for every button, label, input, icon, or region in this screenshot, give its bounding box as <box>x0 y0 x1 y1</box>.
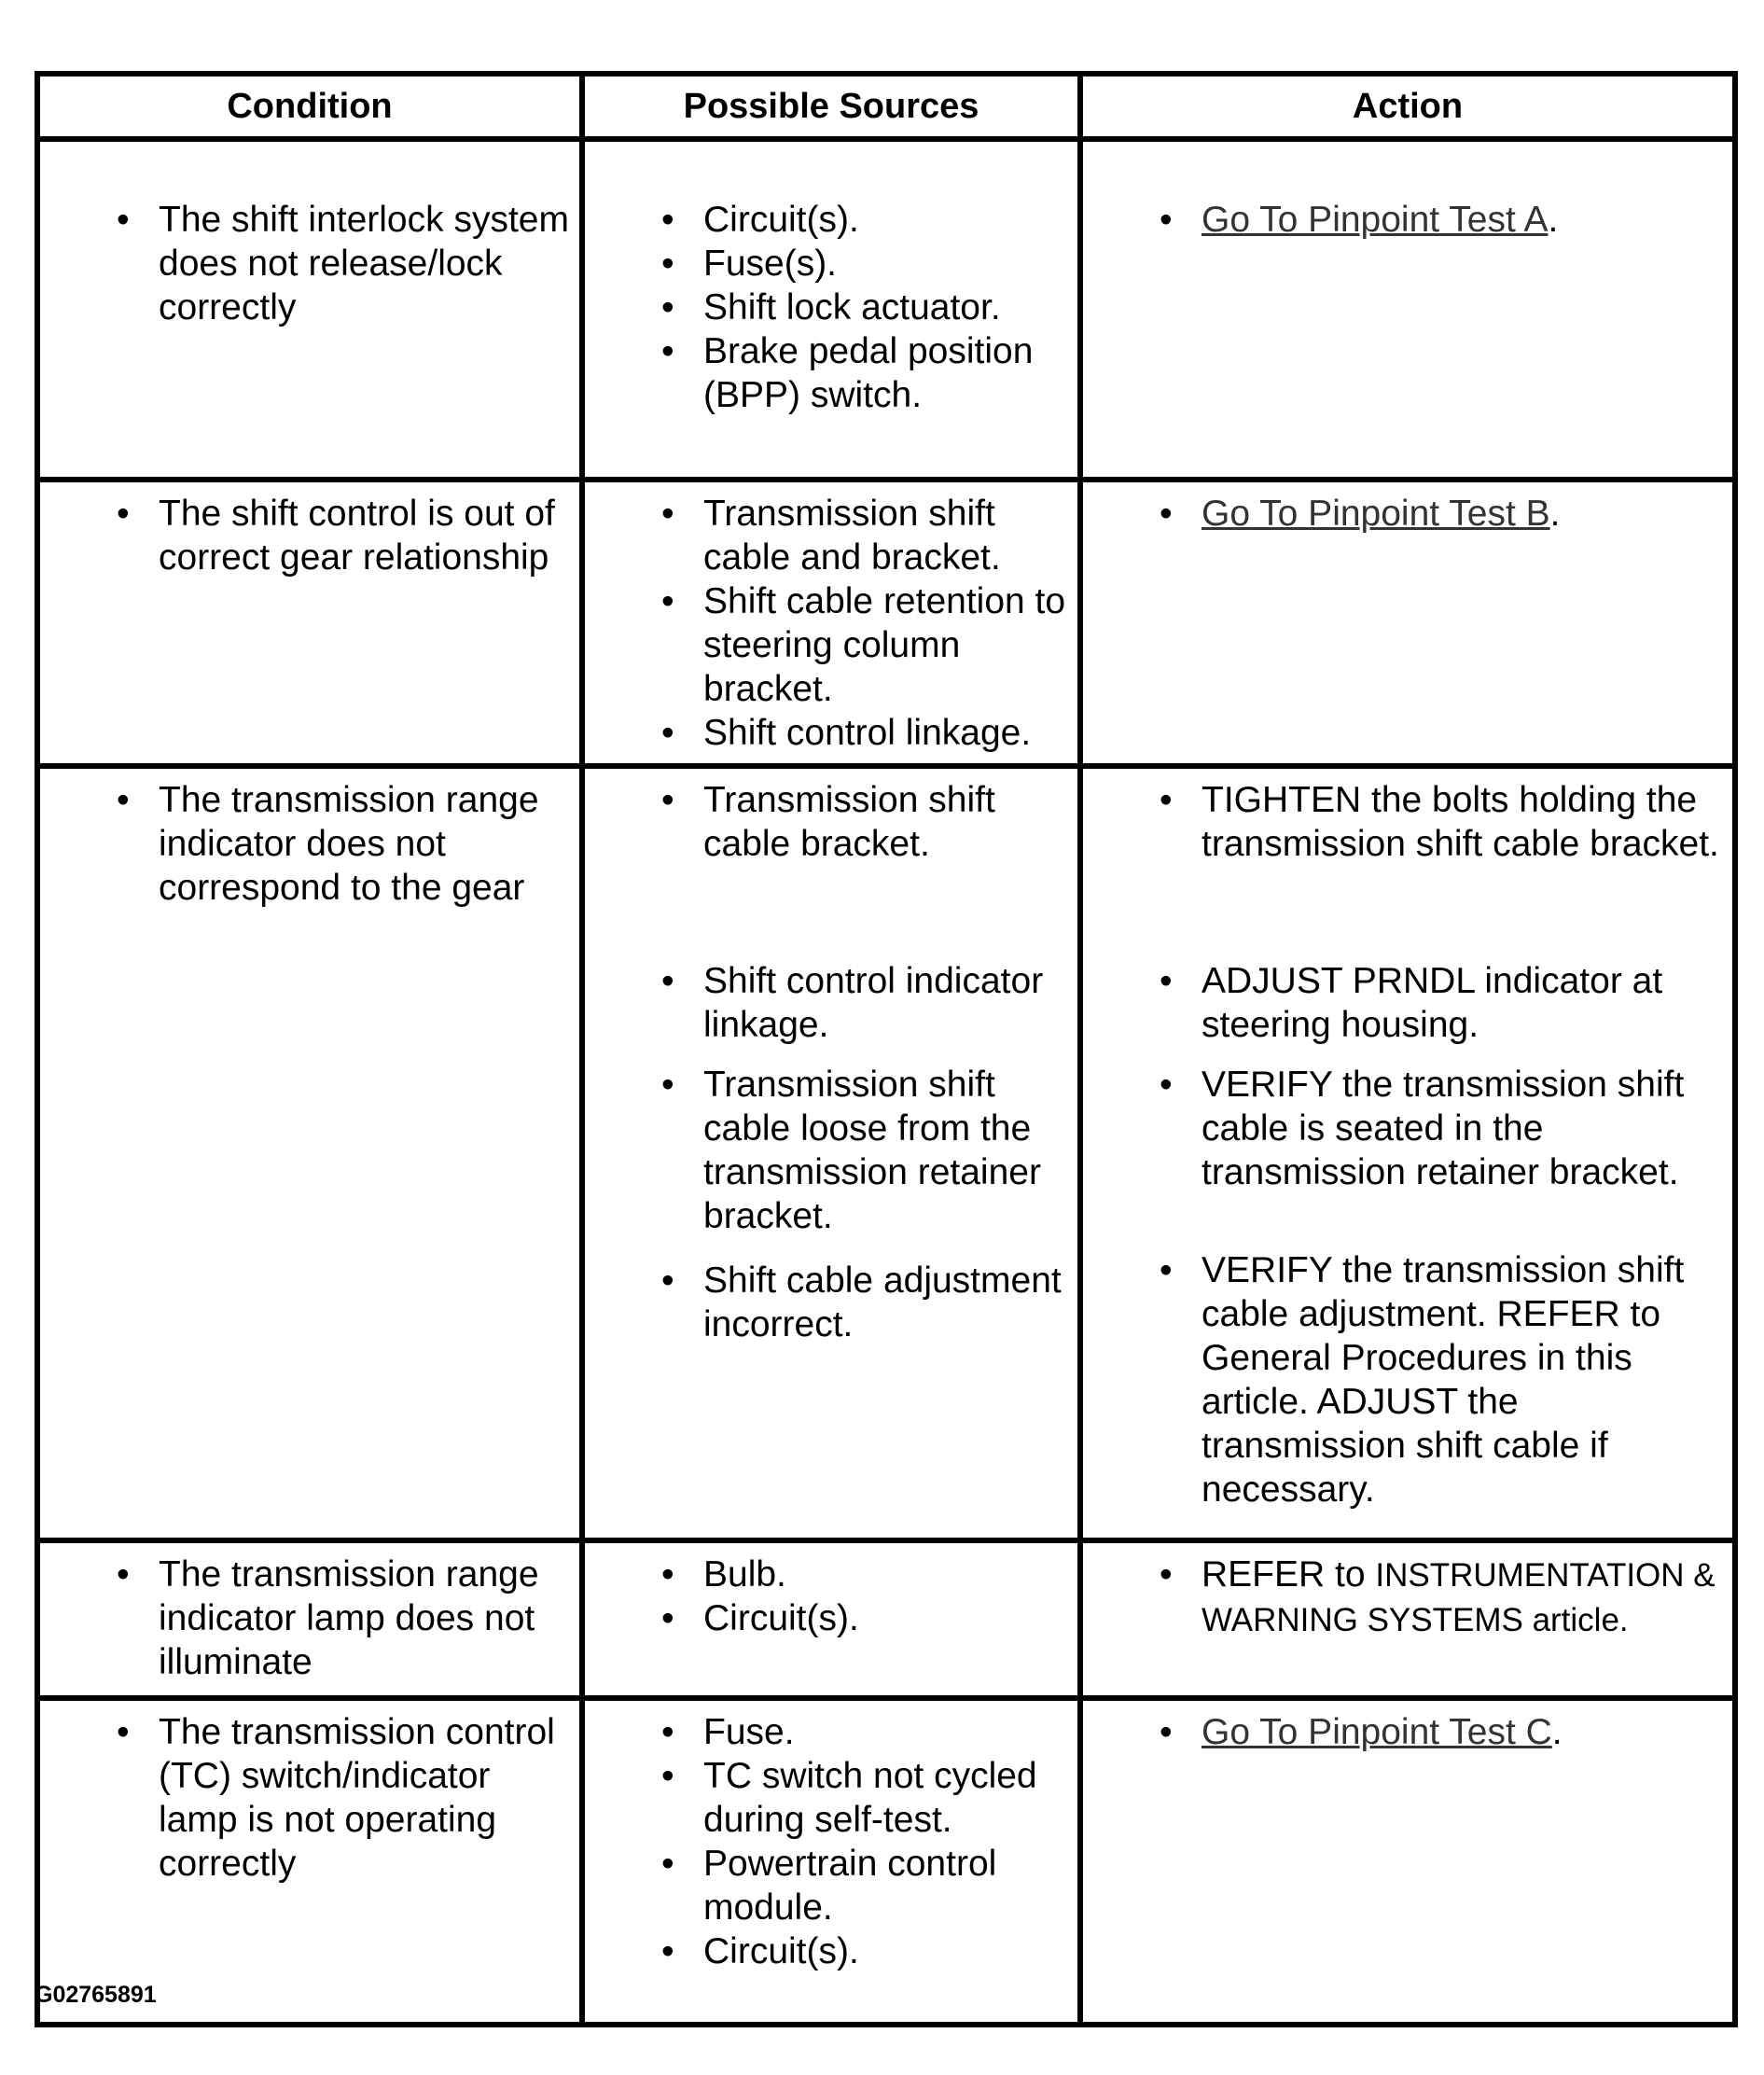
source-item: • Transmission shift cable loose from the transmission retainer bracket. <box>661 1063 1068 1238</box>
source-item: • Fuse(s). <box>661 242 1068 285</box>
condition-item: • The transmission range indicator lamp does not illuminate <box>117 1553 570 1684</box>
action-suffix: . <box>1551 1712 1563 1752</box>
condition-cell <box>37 480 582 766</box>
source-item: • Transmission shift cable and bracket. <box>661 492 1068 579</box>
action-item <box>1160 492 1723 536</box>
condition-item: • The transmission range indicator does not correspond to the gear <box>117 778 570 910</box>
condition-cell <box>37 766 582 1540</box>
condition-cell <box>37 1698 582 2025</box>
sources-cell <box>582 766 1080 1540</box>
source-item: • Shift control linkage. <box>661 711 1068 755</box>
header-possible-sources: Possible Sources <box>582 74 1080 139</box>
sources-cell <box>582 1540 1080 1698</box>
action-item <box>1160 1553 1723 1642</box>
action-item <box>1160 198 1723 242</box>
sources-cell <box>582 1698 1080 2025</box>
diagnostic-table <box>35 71 1738 2027</box>
table-row <box>37 480 1735 766</box>
condition-item: • The shift control is out of correct gear relationship <box>117 492 570 579</box>
action-suffix: . <box>1548 200 1559 240</box>
action-item: • VERIFY the transmission shift cable adjustment. REFER to General Procedures in this article. ADJUST the transmission shift cable if necessary. <box>1160 1248 1723 1511</box>
header-row <box>37 74 1735 139</box>
source-item: • Transmission shift cable bracket. <box>661 778 1068 866</box>
pinpoint-test-c-link[interactable]: Go To Pinpoint Test C <box>1201 1712 1552 1752</box>
source-item: • Brake pedal position (BPP) switch. <box>661 329 1068 417</box>
action-cell <box>1080 480 1735 766</box>
table-row <box>37 766 1735 1540</box>
source-item: • Shift control indicator linkage. <box>661 959 1068 1047</box>
source-item: • Circuit(s). <box>661 1929 1068 1973</box>
condition-item: • The shift interlock system does not release/lock correctly <box>117 198 570 329</box>
source-item: • Powertrain control module. <box>661 1842 1068 1929</box>
source-item: • Fuse. <box>661 1710 1068 1754</box>
table-row <box>37 1540 1735 1698</box>
header-condition: Condition <box>37 74 582 139</box>
source-item: • Shift lock actuator. <box>661 285 1068 329</box>
action-item <box>1160 1710 1723 1754</box>
condition-item: • The transmission control (TC) switch/indicator lamp is not operating correctly <box>117 1710 570 1886</box>
pinpoint-test-a-link[interactable]: Go To Pinpoint Test A <box>1201 200 1549 240</box>
source-item: • Shift cable retention to steering column bracket. <box>661 579 1068 711</box>
sources-cell <box>582 480 1080 766</box>
source-item: • TC switch not cycled during self-test. <box>661 1754 1068 1842</box>
action-prefix: REFER to <box>1201 1554 1376 1595</box>
action-cell <box>1080 139 1735 480</box>
action-suffix: . <box>1549 494 1561 534</box>
action-cell <box>1080 766 1735 1540</box>
action-item: • TIGHTEN the bolts holding the transmission shift cable bracket. <box>1160 778 1723 866</box>
source-item: • Circuit(s). <box>661 1596 1068 1640</box>
sources-cell <box>582 139 1080 480</box>
source-item: • Bulb. <box>661 1553 1068 1596</box>
instrumentation-reference: INSTRUMENTATION & WARNING SYSTEMS article. <box>1201 1557 1715 1638</box>
action-item: • VERIFY the transmission shift cable is seated in the transmission retainer bracket. <box>1160 1063 1723 1194</box>
source-item: • Shift cable adjustment incorrect. <box>661 1259 1068 1346</box>
action-cell <box>1080 1540 1735 1698</box>
condition-cell <box>37 139 582 480</box>
table-row <box>37 139 1735 480</box>
source-item: • Circuit(s). <box>661 198 1068 242</box>
figure-id: G02765891 <box>35 1982 157 2008</box>
table-row <box>37 1698 1735 2025</box>
condition-cell <box>37 1540 582 1698</box>
pinpoint-test-b-link[interactable]: Go To Pinpoint Test B <box>1201 494 1550 534</box>
action-item: • ADJUST PRNDL indicator at steering housing. <box>1160 959 1723 1047</box>
header-action: Action <box>1080 74 1735 139</box>
action-cell <box>1080 1698 1735 2025</box>
